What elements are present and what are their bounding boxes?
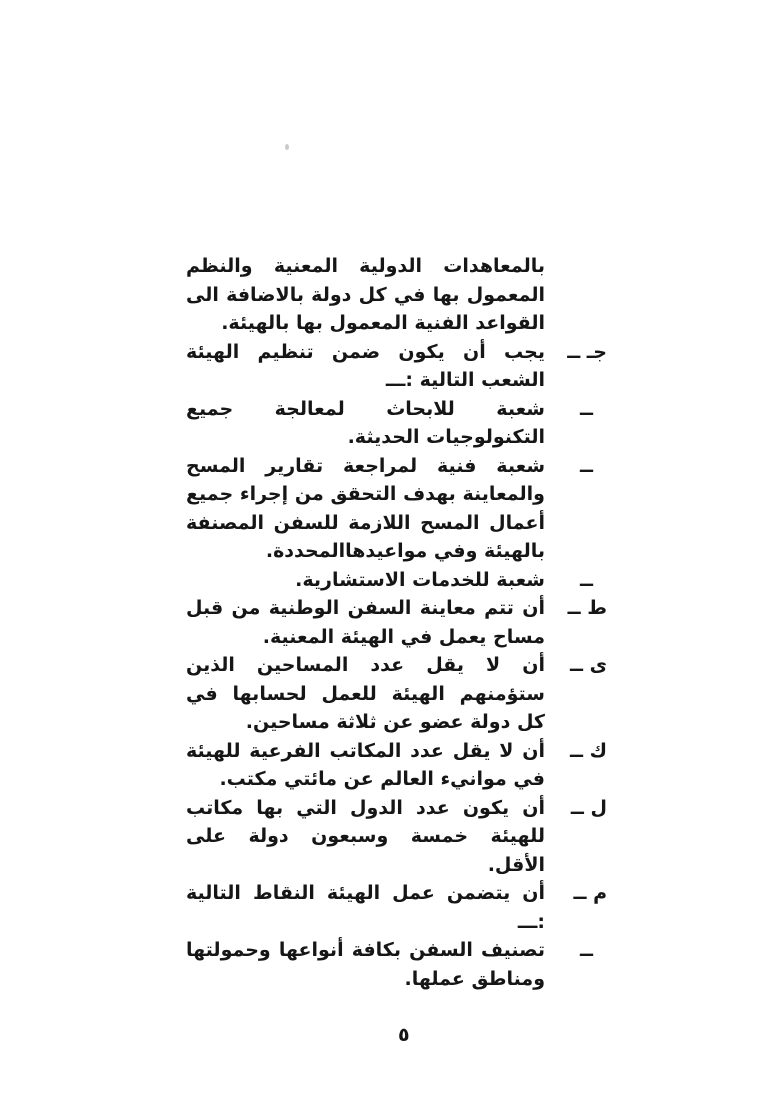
dash-bullet: ــ [580, 397, 593, 420]
item-jeem [186, 338, 607, 395]
item-text-lam: أن يكون عدد الدول التي بها مكاتب للهيئة خمسة وسبعون دولة على الأقل. [186, 796, 545, 876]
item-marker-meem: م ــ [573, 882, 607, 904]
page-number: ٥ [398, 1024, 410, 1046]
item-text-jeem: يجب أن يكون ضمن تنظيم الهيئة الشعب التالية :ـــ [186, 340, 545, 391]
document-text-block [186, 252, 607, 993]
item-text-ya: أن لا يقل عدد المساحين الذين ستؤمنهم الهيئة للعمل لحسابها في كل دولة عضو عن ثلاثة مساحين. [186, 654, 545, 733]
item-text-tah: أن تتم معاينة السفن الوطنية من قبل مساح يعمل في الهيئة المعنية. [186, 597, 545, 648]
item-marker-ya: ى ــ [569, 654, 607, 676]
subitem-technical-division [186, 452, 593, 566]
item-marker-lam: ل ــ [570, 796, 607, 819]
dash-bullet: ــ [580, 568, 593, 591]
subitem-research-division [186, 395, 593, 452]
subitem-text: شعبة فنية لمراجعة تقارير المسح والمعاينة بهدف التحقق من إجراء جميع أعمال المسح اللازمة للسفن المصنفة بالهيئة وفي مواعيدهاالمحددة. [186, 454, 545, 562]
dash-bullet: ــ [580, 454, 593, 477]
item-kaf [186, 737, 607, 794]
dash-bullet: ــ [580, 939, 593, 961]
subitem-text: شعبة للابحاث لمعالجة جميع التكنولوجيات الحديثة. [186, 397, 545, 448]
scan-artifact-speck [285, 144, 289, 150]
subitem-text: شعبة للخدمات الاستشارية. [295, 568, 545, 591]
item-meem [186, 879, 607, 936]
item-text-meem: أن يتضمن عمل الهيئة النقاط التالية :ـــ [186, 882, 545, 933]
continuation-paragraph: بالمعاهدات الدولية المعنية والنظم المعمول بها في كل دولة بالاضافة الى القواعد الفنية المعمول بها بالهيئة. [186, 255, 545, 334]
item-marker-jeem: جـ ــ [567, 340, 607, 363]
item-marker-tah: ط ــ [567, 597, 607, 619]
item-text-kaf: أن لا يقل عدد المكاتب الفرعية للهيئة في موانيء العالم عن مائتي مكتب. [186, 739, 545, 790]
subitem-consulting-division [186, 566, 593, 595]
item-ya [186, 651, 607, 737]
subitem-text: تصنيف السفن بكافة أنواعها وحمولتها ومناطق عملها. [186, 939, 545, 990]
item-marker-kaf: ك ــ [569, 739, 607, 762]
item-lam [186, 794, 607, 880]
item-tah [186, 594, 607, 651]
subitem-ship-classification [186, 936, 593, 993]
